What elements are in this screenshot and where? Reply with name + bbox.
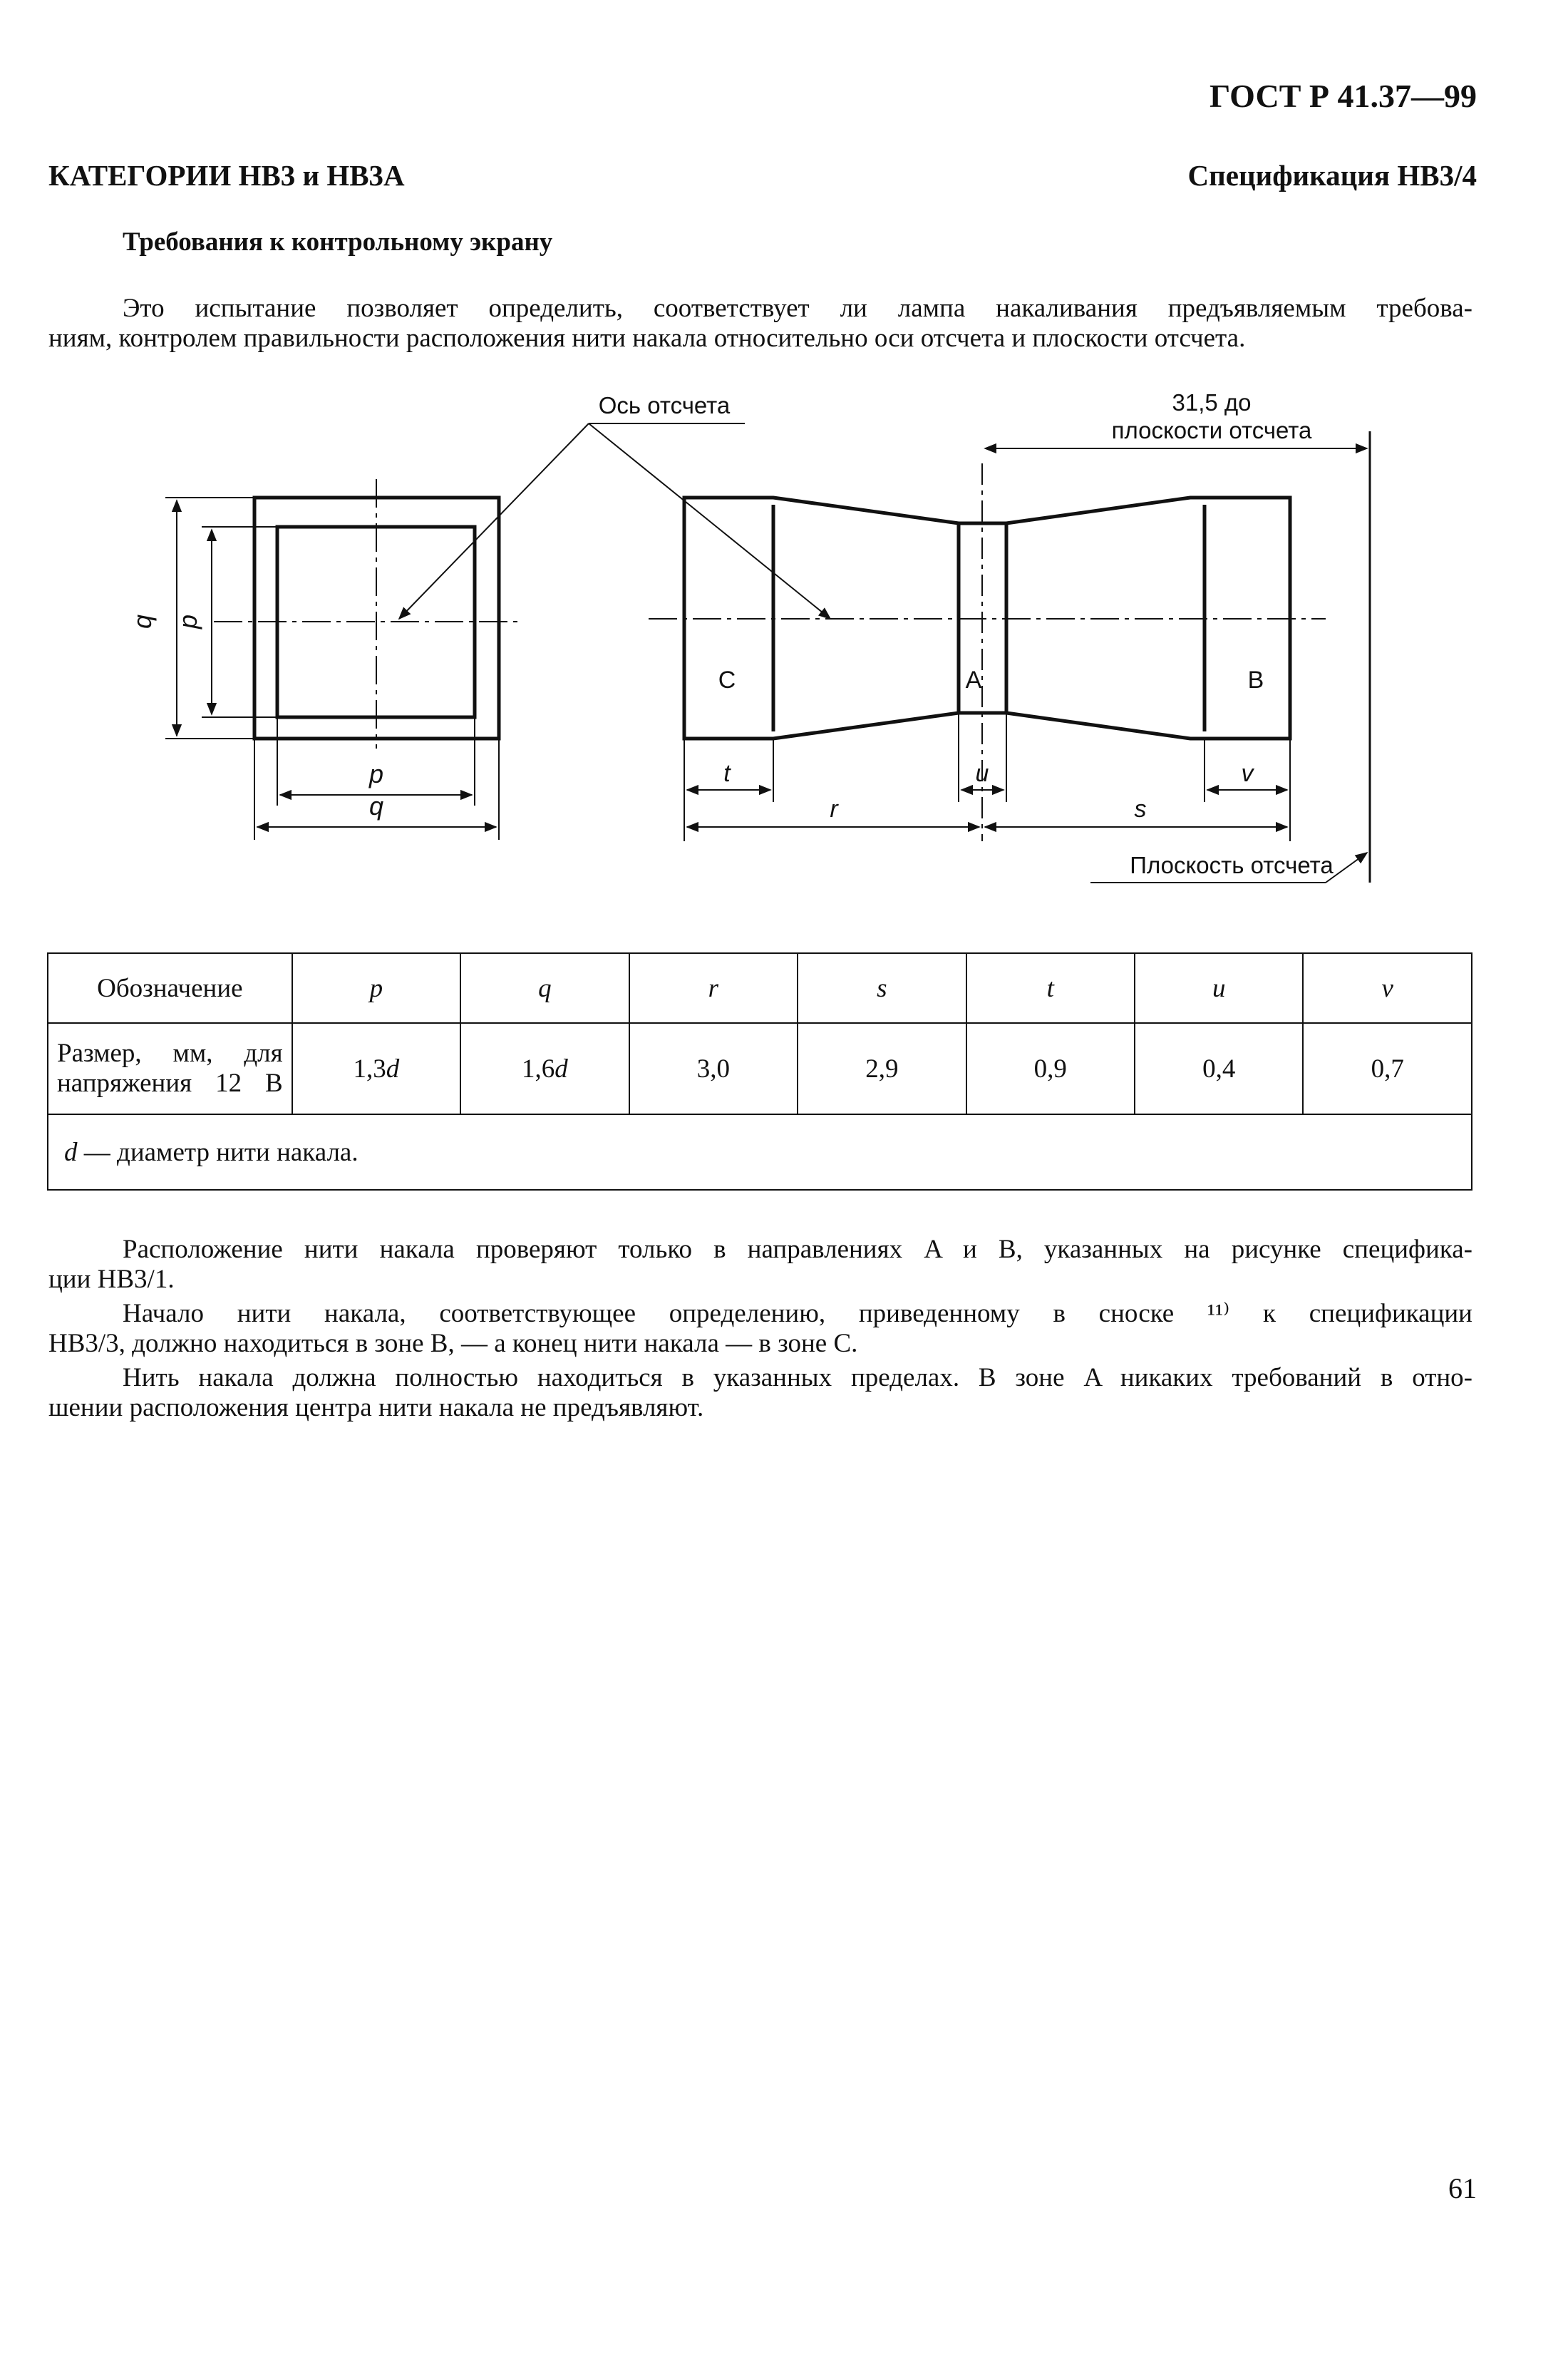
intro-line-1: Это испытание позволяет определить, соответствует ли лампа накаливания предъявляемым требова- (123, 294, 1472, 323)
table-value-u: 0,4 (1135, 1023, 1303, 1114)
intro-line-2: ниям, контролем правильности расположения нити накала относительно оси отсчета и плоскости отсчета. (48, 324, 1246, 353)
p2-line-2: НВ3/3, должно находиться в зоне B, — а конец нити накала — в зоне C. (48, 1329, 858, 1358)
table-symbol-u: u (1135, 953, 1303, 1023)
zone-a-label: A (965, 667, 982, 694)
table-value-row (48, 1023, 1472, 1114)
label-p-horizontal: p (368, 759, 384, 788)
page-number: 61 (1448, 2172, 1477, 2204)
plane-callout (1090, 852, 1367, 883)
table-symbol-s: s (798, 953, 966, 1023)
body-paragraph-1 (48, 1235, 1472, 1295)
row-label-line-2: напряжения 12 В (57, 1069, 283, 1098)
label-q-vertical: q (128, 614, 157, 629)
section-title: Требования к контрольному экрану (123, 227, 553, 257)
dimensions-table (47, 952, 1472, 1191)
p1-line-1: Расположение нити накала проверяют только в направлениях A и B, указанных на рисунке специфика- (123, 1235, 1472, 1264)
intro-paragraph (48, 294, 1472, 354)
label-t: t (723, 760, 731, 787)
axis-leader-right (589, 423, 830, 619)
zone-c-label: C (718, 667, 736, 694)
category-heading: КАТЕГОРИИ HB3 и HB3A (48, 159, 405, 192)
table-header-row (48, 953, 1472, 1023)
axis-leader-left (399, 423, 589, 619)
table-value-s: 2,9 (798, 1023, 966, 1114)
p3-line-2: шении расположения центра нити накала не предъявляют. (48, 1393, 704, 1422)
screen-diagram (0, 378, 1568, 891)
distance-label-line-1: 31,5 до (1172, 389, 1252, 416)
side-dimensions (684, 713, 1290, 841)
label-v: v (1241, 760, 1254, 787)
label-u: u (975, 760, 989, 787)
row-label-line-1: Размер, мм, для (57, 1039, 283, 1068)
distance-callout (985, 389, 1370, 883)
table-header-label: Обозначение (48, 953, 292, 1023)
plane-label: Плоскость отсчета (1130, 852, 1334, 878)
note-text: — диаметр нити накала. (77, 1137, 359, 1167)
body-paragraph-3 (48, 1363, 1472, 1423)
table-value-t: 0,9 (966, 1023, 1135, 1114)
table-note (48, 1114, 1472, 1190)
label-p-vertical: p (173, 614, 202, 629)
table-value-r: 3,0 (629, 1023, 798, 1114)
label-q-horizontal: q (368, 791, 384, 821)
p3-line-1: Нить накала должна полностью находиться в указанных пределах. В зоне A никаких требований в отно- (123, 1363, 1472, 1392)
axis-label: Ось отсчета (598, 392, 731, 418)
table-symbol-p: p (292, 953, 460, 1023)
table-value-p: 1,3d (292, 1023, 460, 1114)
note-variable: d (64, 1137, 78, 1167)
table-symbol-q: q (460, 953, 629, 1023)
table-value-v: 0,7 (1303, 1023, 1472, 1114)
table-note-row (48, 1114, 1472, 1190)
front-view (128, 479, 520, 840)
label-r: r (830, 796, 838, 823)
document-code: ГОСТ Р 41.37—99 (1209, 78, 1477, 114)
table-row-label (48, 1023, 292, 1114)
table-value-q: 1,6d (460, 1023, 629, 1114)
table-symbol-r: r (629, 953, 798, 1023)
p2-line-1: Начало нити накала, соответствующее определению, приведенному в сноске ¹¹⁾ к спецификации (123, 1299, 1472, 1328)
distance-label-line-2: плоскости отсчета (1111, 417, 1312, 443)
label-s: s (1134, 796, 1147, 823)
body-paragraph-2 (48, 1299, 1472, 1359)
axis-callout (399, 392, 830, 619)
specification-heading: Спецификация НВ3/4 (1187, 159, 1477, 192)
table-symbol-t: t (966, 953, 1135, 1023)
p1-line-2: ции НВ3/1. (48, 1265, 175, 1294)
zone-b-label: B (1247, 667, 1264, 694)
table-symbol-v: v (1303, 953, 1472, 1023)
